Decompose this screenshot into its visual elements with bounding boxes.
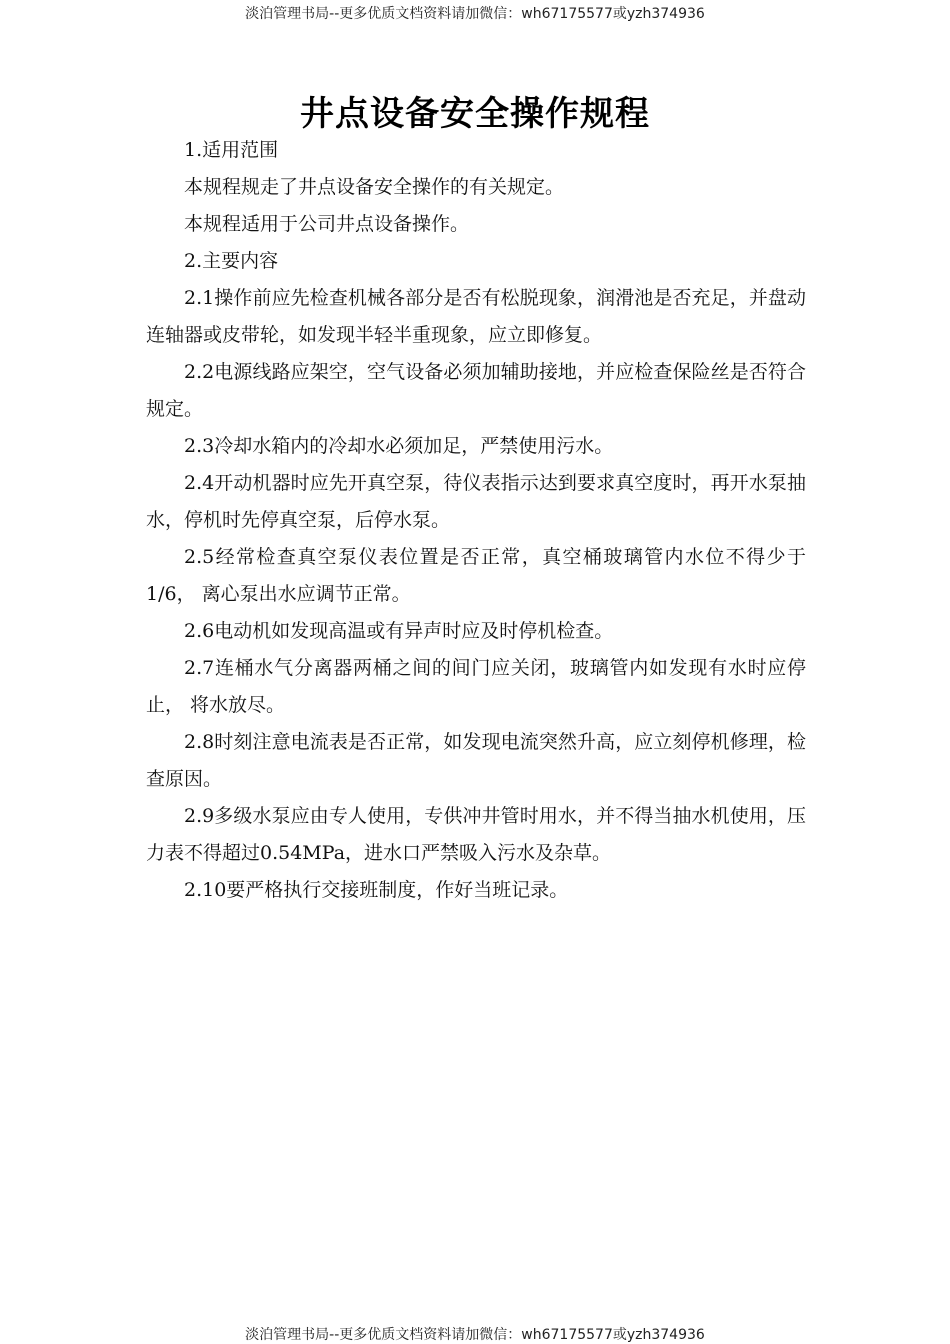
clause-2-1: 2.1操作前应先检查机械各部分是否有松脱现象，润滑池是否充足，并盘动 连轴器或皮带轮，如发现半轻半重现象，应立即修复。 <box>146 287 806 346</box>
document-title: 井点设备安全操作规程 <box>300 94 650 134</box>
paragraph: 本规程规走了井点设备安全操作的有关规定。 <box>184 176 565 198</box>
clause-2-2: 2.2电源线路应架空，空气设备必须加辅助接地，并应检查保险丝是否符合 规定。 <box>146 361 806 420</box>
clause-2-7: 2.7连桶水气分离器两桶之间的间门应关闭，玻璃管内如发现有水时应停止， 将水放尽。 <box>146 657 806 716</box>
clause-2-8: 2.8时刻注意电流表是否正常，如发现电流突然升高，应立刻停机修理，检查原因。 <box>146 731 806 790</box>
page-footer: 淡泊管理书局--更多优质文档资料请加微信：wh67175577或yzh374936 <box>245 1327 705 1343</box>
clause-2-3: 2.3冷却水箱内的冷却水必须加足，严禁使用污水。 <box>184 435 614 457</box>
clause-2-6: 2.6电动机如发现高温或有异声时应及时停机检查。 <box>184 620 614 642</box>
paragraph: 本规程适用于公司井点设备操作。 <box>184 213 470 235</box>
section-heading-scope: 1.适用范围 <box>184 139 279 161</box>
clause-2-9: 2.9多级水泵应由专人使用，专供冲井管时用水，并不得当抽水机使用，压力表不得超过0.54MPa，进水口严禁吸入污水及杂草。 <box>146 805 806 864</box>
clause-2-4: 2.4开动机器时应先开真空泵，待仪表指示达到要求真空度时，再开水泵抽 水，停机时先停真空泵，后停水泵。 <box>146 472 806 531</box>
clause-2-5: 2.5经常检查真空泵仪表位置是否正常，真空桶玻璃管内水位不得少于1/6， 离心泵出水应调节正常。 <box>146 546 806 605</box>
section-heading-main-content: 2.主要内容 <box>184 250 279 272</box>
page-header: 淡泊管理书局--更多优质文档资料请加微信：wh67175577或yzh374936 <box>245 6 705 22</box>
clause-2-10: 2.10要严格执行交接班制度，作好当班记录。 <box>184 879 569 901</box>
document-body <box>146 132 806 909</box>
